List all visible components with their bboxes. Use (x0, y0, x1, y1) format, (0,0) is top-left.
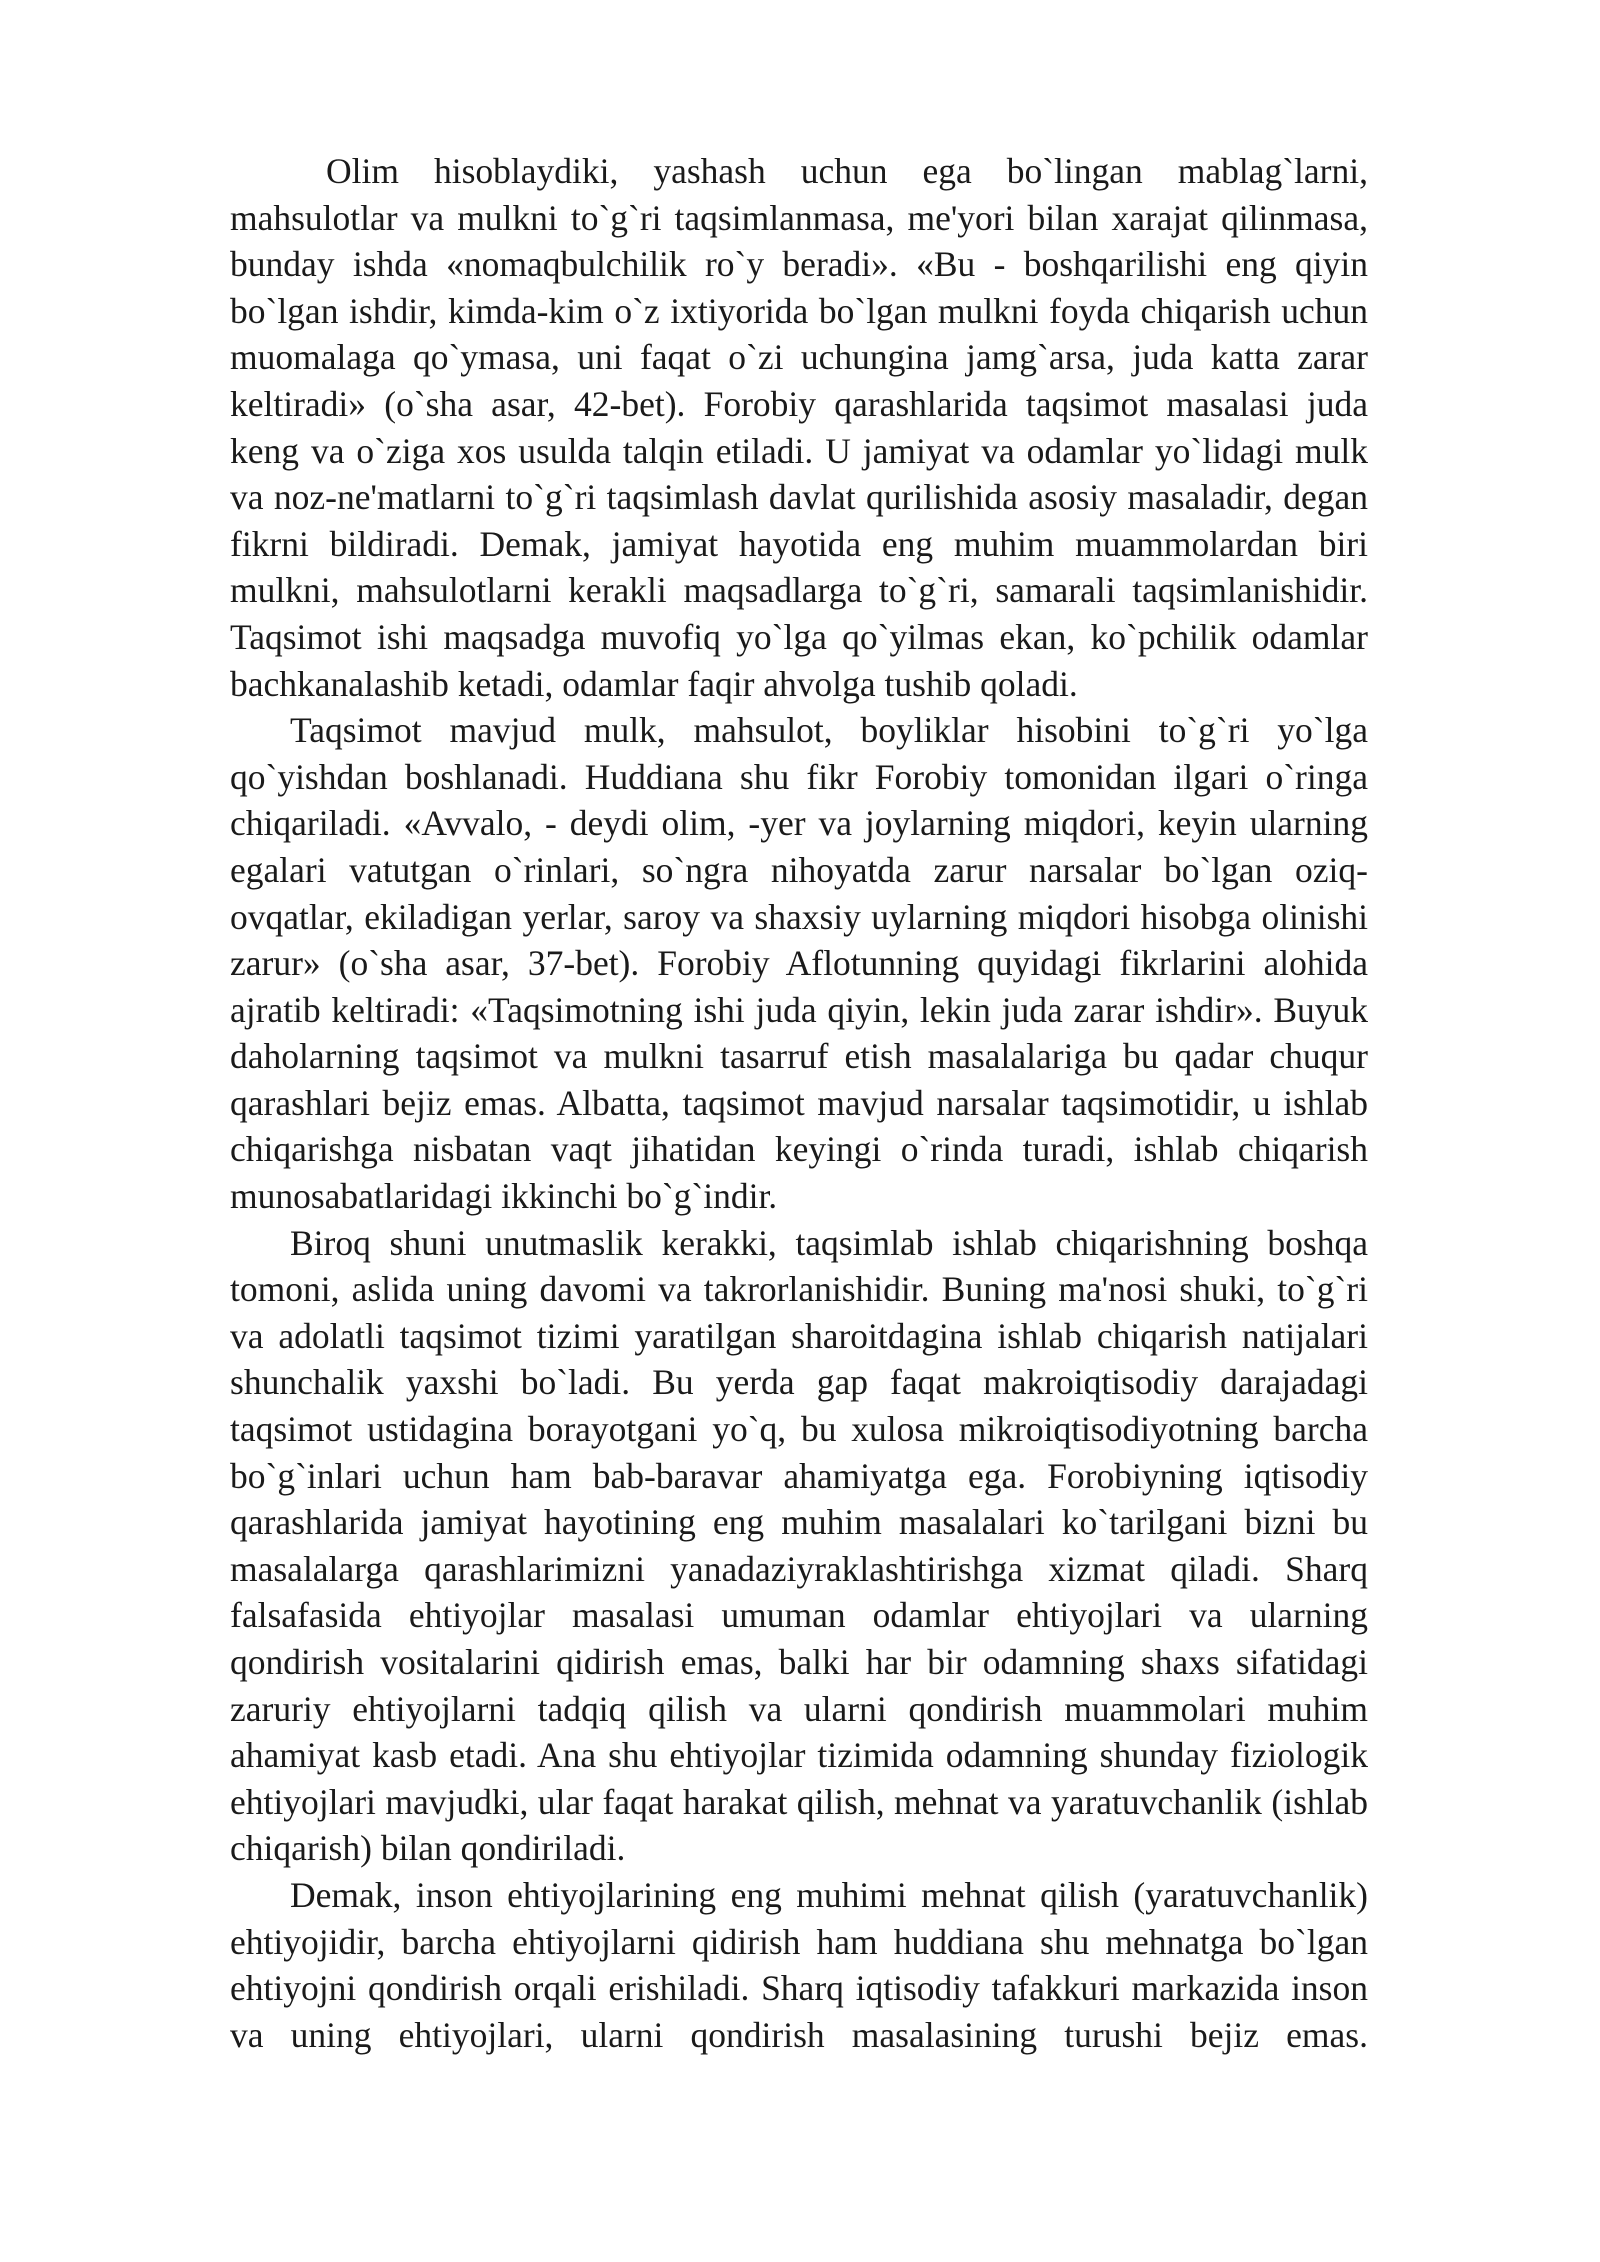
paragraph-2: Taqsimot mavjud mulk, mahsulot, boyliklar hisobini to`g`ri yo`lga qo`yishdan boshlanadi. Huddiana shu fikr Forobiy tomonidan ilgari o`ringa chiqariladi. «Avvalo, - deydi olim, -yer va joylarning miqdori, keyin ularning egalari vatutgan o`rinlari, so`ngra nihoyatda zarur narsalar bo`lgan oziq-ovqatlar, ekiladigan yerlar, saroy va shaxsiy uylarning miqdori hisobga olinishi zarur» (o`sha asar, 37-bet). Forobiy Aflotunning quyidagi fikrlarini alohida ajratib keltiradi: «Taqsimotning ishi juda qiyin, lekin juda zarar ishdir». Buyuk daholarning taqsimot va mulkni tasarruf etish masalalariga bu qadar chuqur qarashlari bejiz emas. Albatta, taqsimot mavjud narsalar taqsimotidir, u ishlab chiqarishga nisbatan vaqt jihatidan keyingi o`rinda turadi, ishlab chiqarish munosabatlaridagi ikkinchi bo`g`indir. (230, 710, 1368, 1217)
paragraph-3: Biroq shuni unutmaslik kerakki, taqsimlab ishlab chiqarishning boshqa tomoni, aslida uning davomi va takrorlanishidir. Buning ma'nosi shuki, to`g`ri va adolatli taqsimot tizimi yaratilgan sharoitdagina ishlab chiqarish natijalari shunchalik yaxshi bo`ladi. Bu yerda gap faqat makroiqtisodiy darajadagi taqsimot ustidagina borayotgani yo`q, bu xulosa mikroiqtisodiyotning barcha bo`g`inlari uchun ham bab-baravar ahamiyatga ega. Forobiyning iqtisodiy qarashlarida jamiyat hayotining eng muhim masalalari ko`tarilgani bizni bu masalalarga qarashlarimizni yanadaziyraklashtirishga xizmat qiladi. Sharq falsafasida ehtiyojlar masalasi umuman odamlar ehtiyojlari va ularning qondirish vositalarini qidirish emas, balki har bir odamning shaxs sifatidagi zaruriy ehtiyojlarni tadqiq qilish va ularni qondirish muammolari muhim ahamiyat kasb etadi. Ana shu ehtiyojlar tizimida odamning shunday fiziologik ehtiyojlari mavjudki, ular faqat harakat qilish, mehnat va yaratuvchanlik (ishlab chiqarish) bilan qondiriladi. (230, 1222, 1368, 1869)
paragraph-1: Olim hisoblaydiki, yashash uchun ega bo`lingan mablag`larni, mahsulotlar va mulkni to`g`ri taqsimlanmasa, me'yori bilan xarajat qilinmasa, bunday ishda «nomaqbulchilik ro`y beradi». «Bu - boshqarilishi eng qiyin bo`lgan ishdir, kimda-kim o`z ixtiyorida bo`lgan mulkni foyda chiqarish uchun muomalaga qo`ymasa, uni faqat o`zi uchungina jamg`arsa, juda katta zarar keltiradi» (o`sha asar, 42-bet). Forobiy qarashlarida taqsimot masalasi juda keng va o`ziga xos usulda talqin etiladi. U jamiyat va odamlar yo`lidagi mulk va noz-ne'matlarni to`g`ri taqsimlash davlat qurilishida asosiy masaladir, degan fikrni bildiradi. Demak, jamiyat hayotida eng muhim muammolardan biri mulkni, mahsulotlarni kerakli maqsadlarga to`g`ri, samarali taqsimlanishidir. Taqsimot ishi maqsadga muvofiq yo`lga qo`yilmas ekan, ko`pchilik odamlar bachkanalashib ketadi, odamlar faqir ahvolga tushib qoladi. (230, 151, 1368, 704)
document-body (230, 148, 1368, 2058)
paragraph-4: Demak, inson ehtiyojlarining eng muhimi mehnat qilish (yaratuvchanlik) ehtiyojidir, barcha ehtiyojlarni qidirish ham huddiana shu mehnatga bo`lgan ehtiyojni qondirish orqali erishiladi. Sharq iqtisodiy tafakkuri markazida inson va uning ehtiyojlari, ularni qondirish masalasining turushi bejiz emas. (230, 1874, 1368, 2055)
